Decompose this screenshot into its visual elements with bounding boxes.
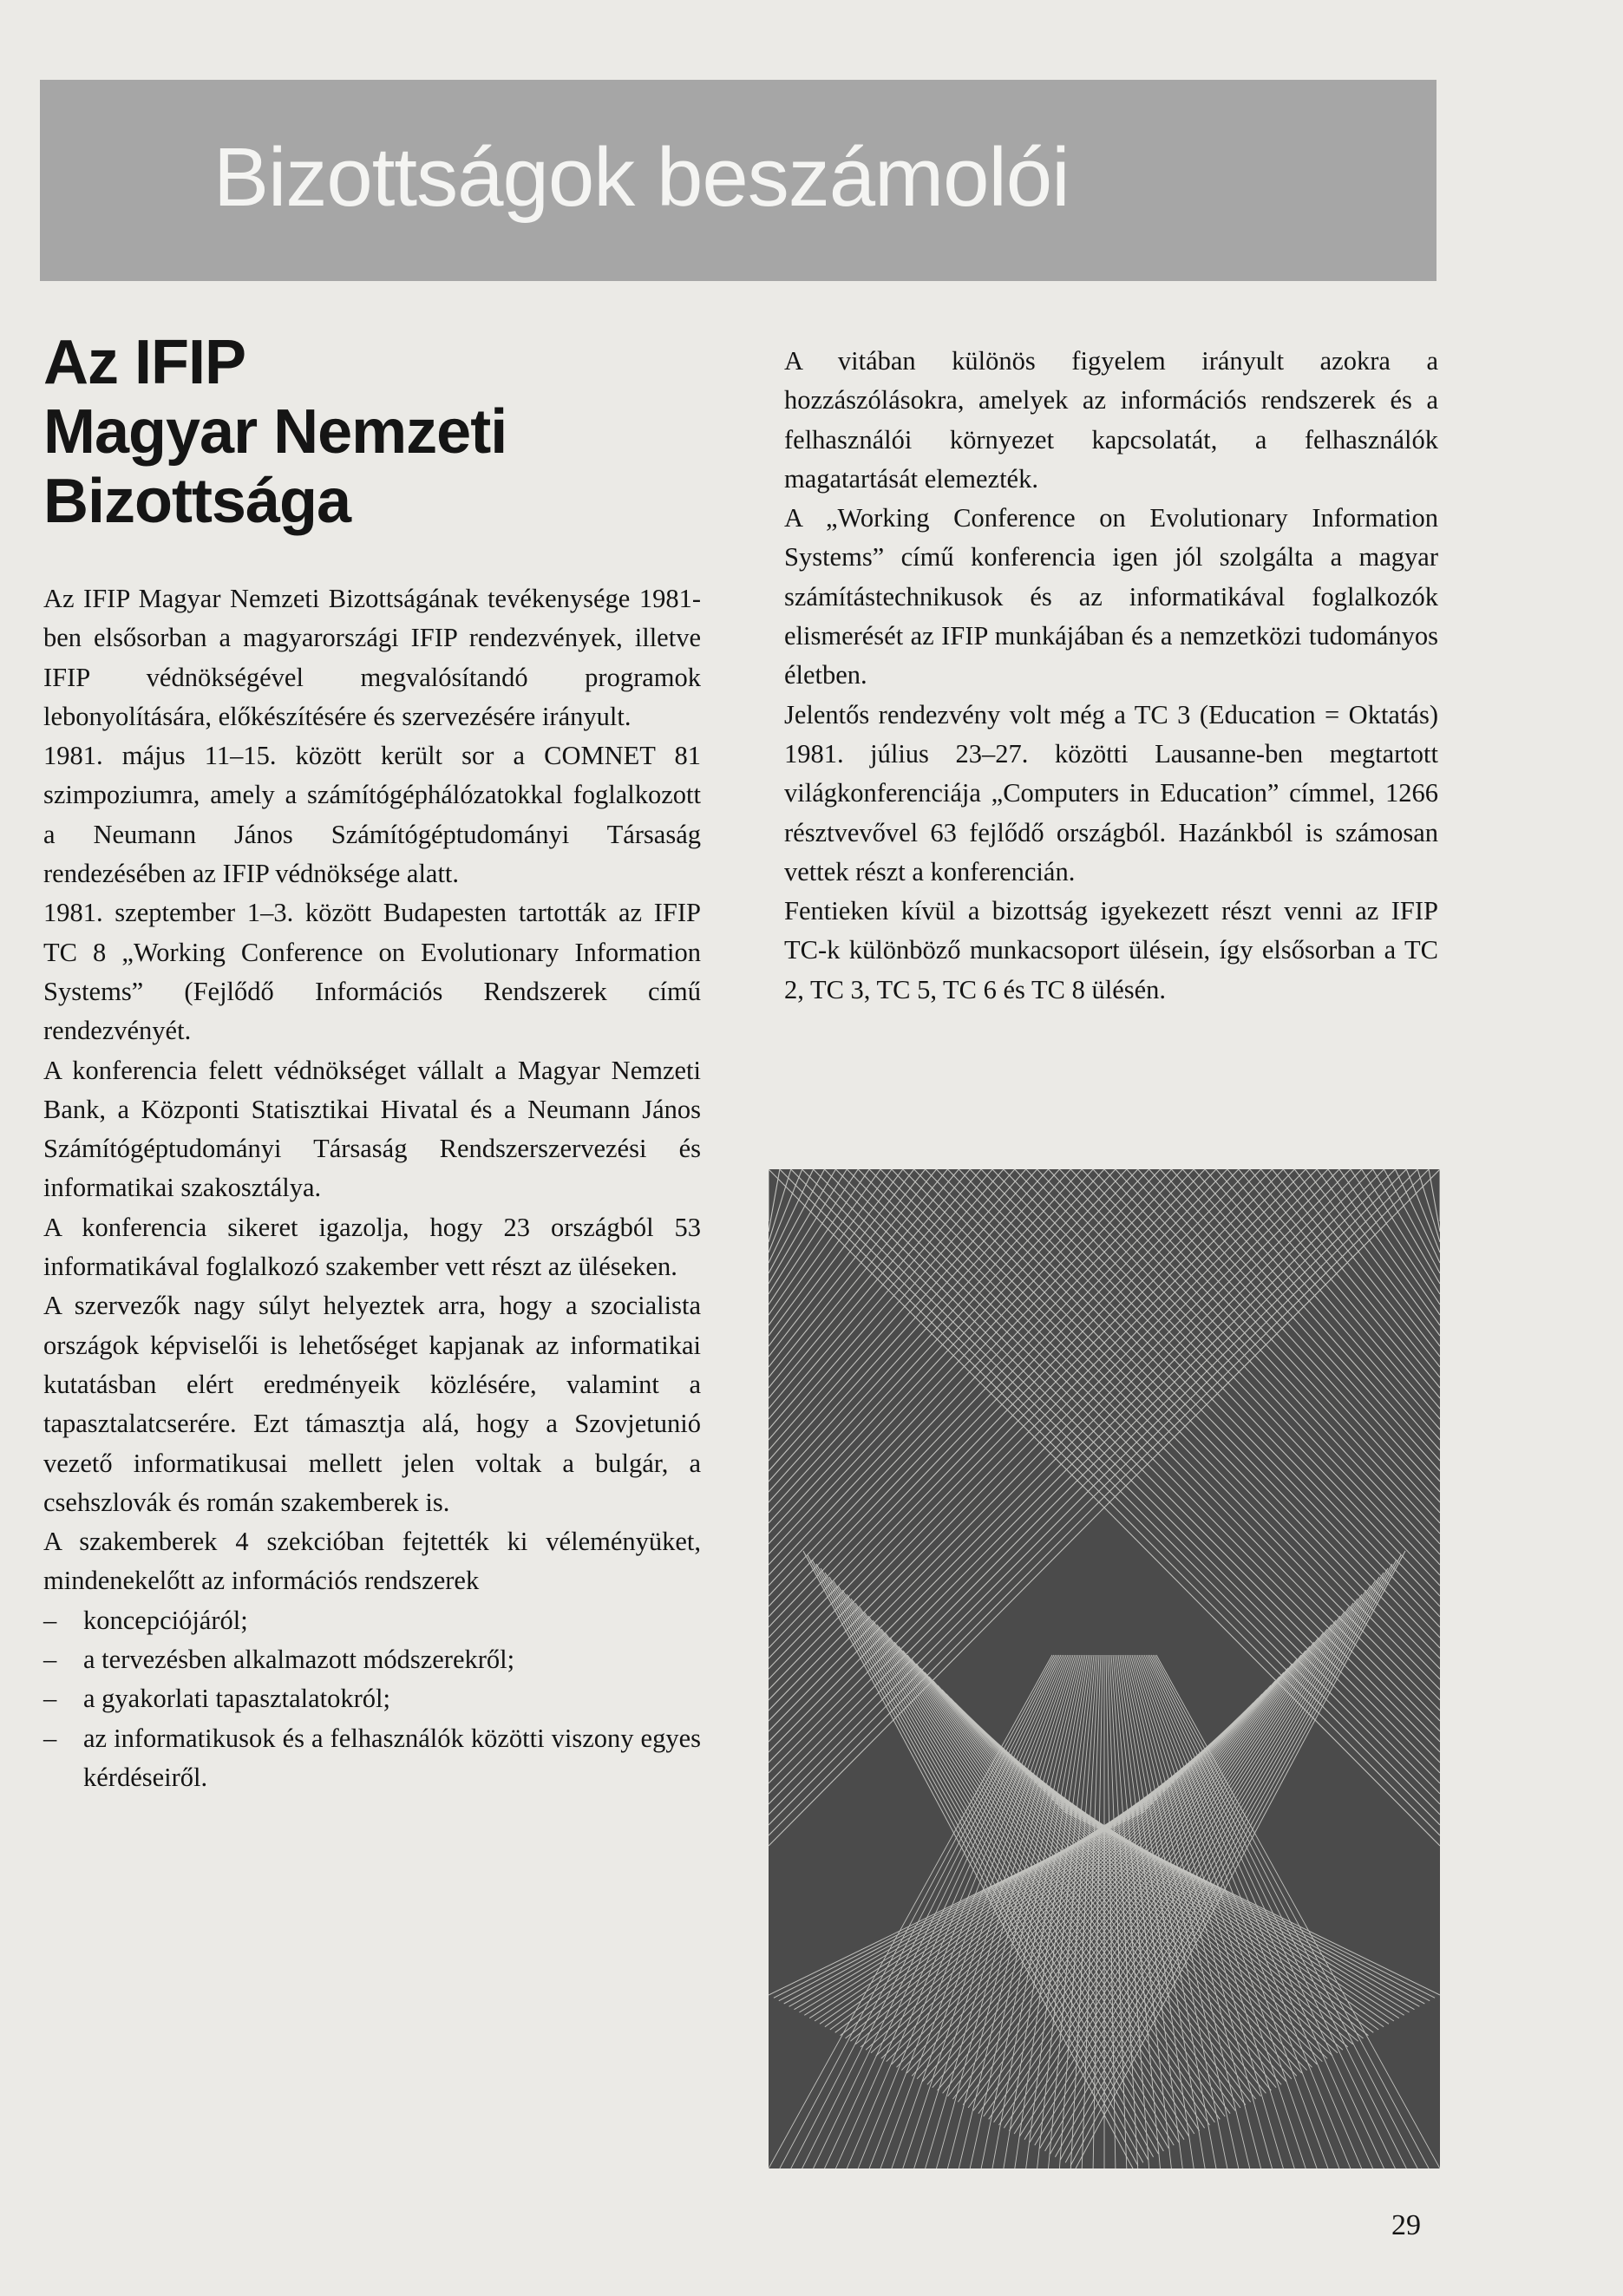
string-art-graphic — [769, 1169, 1440, 2168]
list-item: – a gyakorlati tapasztalatokról; — [43, 1679, 701, 1718]
section-banner-title: Bizottságok beszámolói — [213, 131, 1070, 224]
paragraph: A szervezők nagy súlyt helyeztek arra, hogy a szocialista országok képviselői is lehetőséget kapjanak az informatikai kutatásban elért eredményeik közlésére, valamint a tapasztalatcserére. Ezt támasztja alá, hogy a Szovjetunió vezető informatikusai mellett jelen voltak a bulgár, a csehszlovák és román szakemberek is. — [43, 1291, 701, 1517]
paragraph: Az IFIP Magyar Nemzeti Bizottságának tevékenysége 1981-ben elsősorban a magyarországi IFIP rendezvények, illetve IFIP védnökségével megvalósítandó programok lebonyolítására, előkészítésére és szervezésére irányult. — [43, 584, 701, 731]
paragraph: A szakemberek 4 szekcióban fejtették ki véleményüket, mindenekelőtt az információs rendszerek — [43, 1527, 701, 1596]
list-item: – az informatikusok és a felhasználók közötti viszony egyes kérdéseiről. — [43, 1719, 701, 1798]
paragraph: Jelentős rendezvény volt még a TC 3 (Education = Oktatás) 1981. július 23–27. közötti Lausanne-ben megtartott világkonferenciája „Computers in Education” címmel, 1266 résztvevővel 63 fejlődő országból. Hazánkból is számosan vettek részt a konferencián. — [784, 699, 1438, 886]
paragraph: A konferencia sikeret igazolja, hogy 23 országból 53 informatikával foglalkozó szakember vett részt az üléseken. — [43, 1212, 701, 1282]
section-banner — [40, 80, 1436, 281]
right-column — [784, 342, 1438, 1010]
paragraph: Fentieken kívül a bizottság igyekezett részt venni az IFIP TC-k különböző munkacsoport ülésein, így elsősorban a TC 2, TC 3, TC 5, TC 6 és TC 8 ülésén. — [784, 896, 1438, 1004]
left-column — [43, 579, 701, 1797]
paragraph: A konferencia felett védnökséget vállalt a Magyar Nemzeti Bank, a Központi Statisztikai Hivatal és a Neumann János Számítógéptudományi Társaság Rendszerszervezési és informatikai szakosztálya. — [43, 1055, 701, 1203]
paragraph: A vitában különös figyelem irányult azokra a hozzászólásokra, amelyek az információs rendszerek és a felhasználói környezet kapcsolatát, a felhasználók magatartását elemezték. — [784, 346, 1438, 494]
list-item: – koncepciójáról; — [43, 1601, 701, 1640]
paragraph: 1981. szeptember 1–3. között Budapesten tartották az IFIP TC 8 „Working Conference on Evolutionary Information Systems” (Fejlődő Információs Rendszerek című rendezvényét. — [43, 898, 701, 1046]
paragraph: A „Working Conference on Evolutionary Information Systems” című konferencia igen jól szolgálta a magyar számítástechnikusok és az informatikával foglalkozók elismerését az IFIP munkájában és a nemzetközi tudományos életben. — [784, 503, 1438, 690]
page-number: 29 — [1391, 2209, 1421, 2241]
article-title — [43, 328, 703, 536]
topic-list — [43, 1601, 701, 1797]
list-item: – a tervezésben alkalmazott módszerekről; — [43, 1640, 701, 1679]
article-title-line: Magyar Nemzeti — [43, 397, 507, 467]
paragraph: 1981. május 11–15. között került sor a COMNET 81 szimpoziumra, amely a számítógéphálózatokkal foglalkozott a Neumann János Számítógéptudományi Társaság rendezésében az IFIP védnöksége alatt. — [43, 741, 701, 889]
article-title-line: Bizottsága — [43, 467, 351, 536]
article-title-line: Az IFIP — [43, 328, 246, 397]
computer-graphic-illustration — [769, 1169, 1440, 2168]
